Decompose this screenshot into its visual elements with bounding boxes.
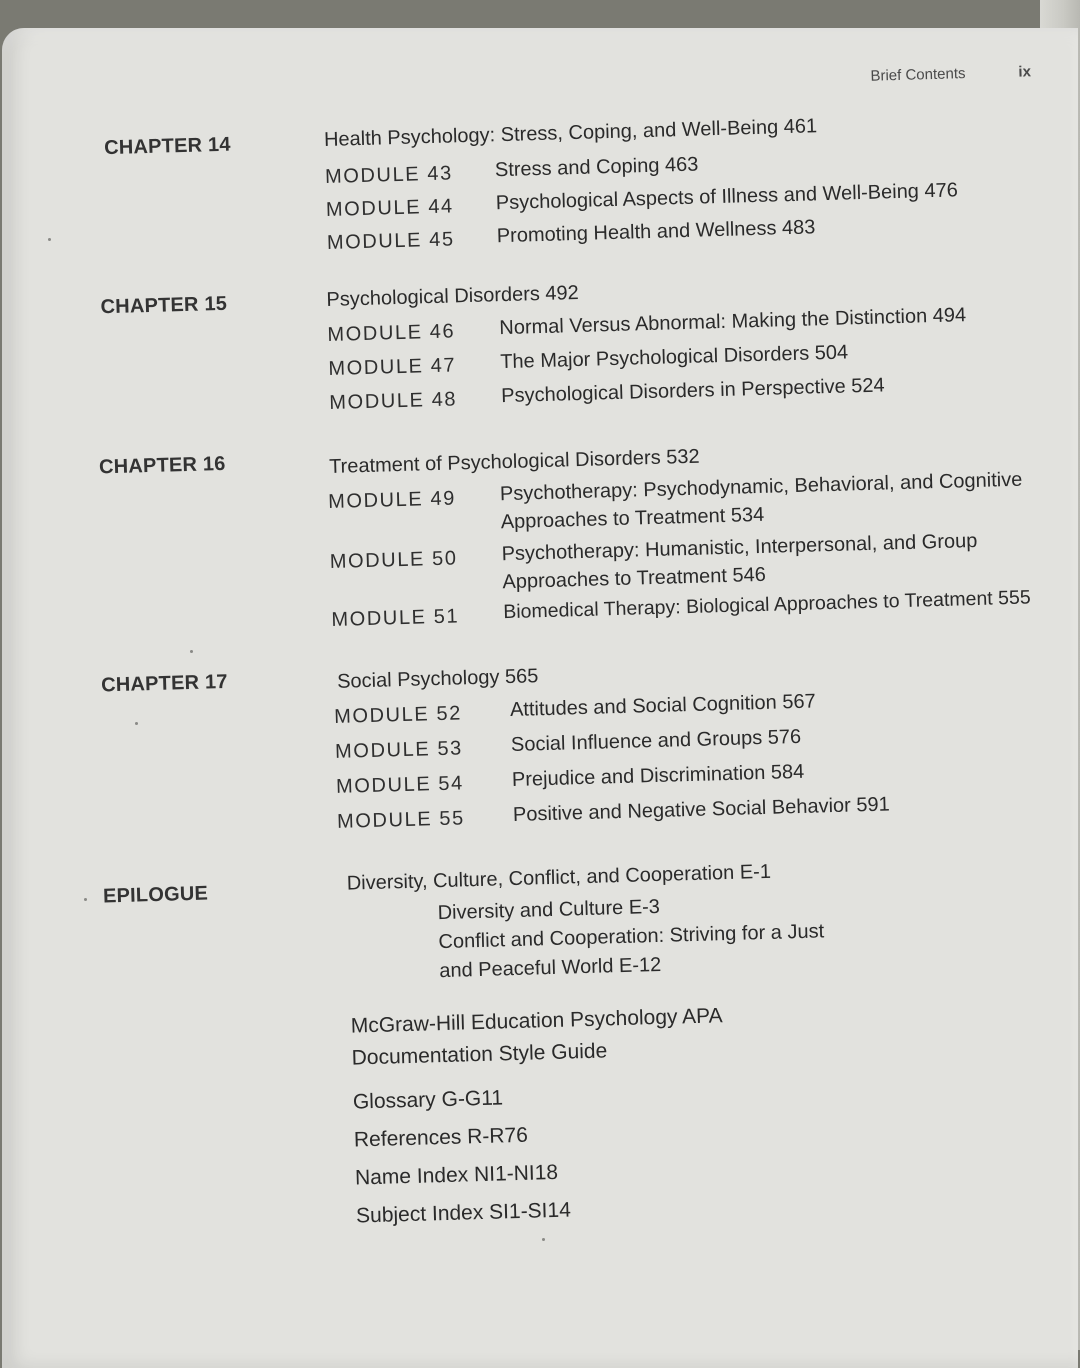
glossary-entry: Glossary G-G11 <box>352 1086 504 1114</box>
module-number: MODULE 43 <box>324 162 454 188</box>
chapter-label: CHAPTER 17 <box>100 670 228 697</box>
module-number: MODULE 48 <box>329 388 458 414</box>
module-title: Prejudice and Discrimination 584 <box>511 760 805 792</box>
module-title: The Major Psychological Disorders 504 <box>500 341 849 374</box>
chapter-title: Health Psychology: Stress, Coping, and Well-Being 461 <box>323 115 818 152</box>
module-title: Normal Versus Abnormal: Making the Distinction 494 <box>499 304 967 340</box>
module-number: MODULE 46 <box>327 320 456 346</box>
module-number: MODULE 50 <box>329 547 458 574</box>
module-title: Promoting Health and Wellness 483 <box>496 216 816 248</box>
module-title: Biomedical Therapy: Biological Approaches to Treatment 555 <box>502 586 1031 624</box>
epilogue-item: Conflict and Cooperation: Striving for a Just <box>438 920 825 954</box>
module-number: MODULE 52 <box>333 702 463 728</box>
epilogue-item: Diversity and Culture E-3 <box>437 895 661 925</box>
module-number: MODULE 51 <box>331 605 460 631</box>
chapter-title: Social Psychology 565 <box>336 665 539 693</box>
chapter-title: Treatment of Psychological Disorders 532 <box>328 445 700 478</box>
style-guide-line: Documentation Style Guide <box>351 1039 608 1070</box>
module-number: MODULE 45 <box>326 228 455 254</box>
epilogue-label: EPILOGUE <box>102 882 209 908</box>
module-title: Social Influence and Groups 576 <box>510 725 802 757</box>
subject-index-entry: Subject Index SI1-SI14 <box>355 1198 572 1228</box>
module-title: Stress and Coping 463 <box>494 153 699 182</box>
chapter-label: CHAPTER 14 <box>103 133 231 160</box>
module-number: MODULE 55 <box>336 807 466 833</box>
module-title: Attitudes and Social Cognition 567 <box>509 690 816 722</box>
chapter-label: CHAPTER 16 <box>98 452 226 479</box>
module-title: Psychological Aspects of Illness and Well-Being 476 <box>495 179 959 215</box>
module-number: MODULE 53 <box>334 737 464 763</box>
page-number: ix <box>1018 63 1032 81</box>
chapter-label: CHAPTER 15 <box>100 292 228 319</box>
running-head-title: Brief Contents <box>870 65 966 85</box>
module-title-line: Approaches to Treatment 546 <box>502 563 767 594</box>
module-number: MODULE 54 <box>335 772 465 798</box>
module-number: MODULE 44 <box>325 195 455 221</box>
style-guide-line: McGraw-Hill Education Psychology APA <box>350 1004 723 1038</box>
chapter-title: Psychological Disorders 492 <box>326 281 580 311</box>
module-title: Positive and Negative Social Behavior 591 <box>512 793 891 826</box>
module-number: MODULE 47 <box>328 354 457 380</box>
references-entry: References R-R76 <box>353 1123 529 1152</box>
module-number: MODULE 49 <box>327 487 457 514</box>
module-title-line: Approaches to Treatment 534 <box>500 503 765 534</box>
name-index-entry: Name Index NI1-NI18 <box>354 1160 559 1190</box>
epilogue-item: and Peaceful World E-12 <box>438 953 662 983</box>
module-title-line: Psychotherapy: Humanistic, Interpersonal, and Group <box>501 529 978 566</box>
epilogue-title: Diversity, Culture, Conflict, and Cooperation E-1 <box>346 860 772 895</box>
module-title-line: Psychotherapy: Psychodynamic, Behavioral, and Cognitive <box>499 468 1023 506</box>
module-title: Psychological Disorders in Perspective 524 <box>500 374 885 408</box>
